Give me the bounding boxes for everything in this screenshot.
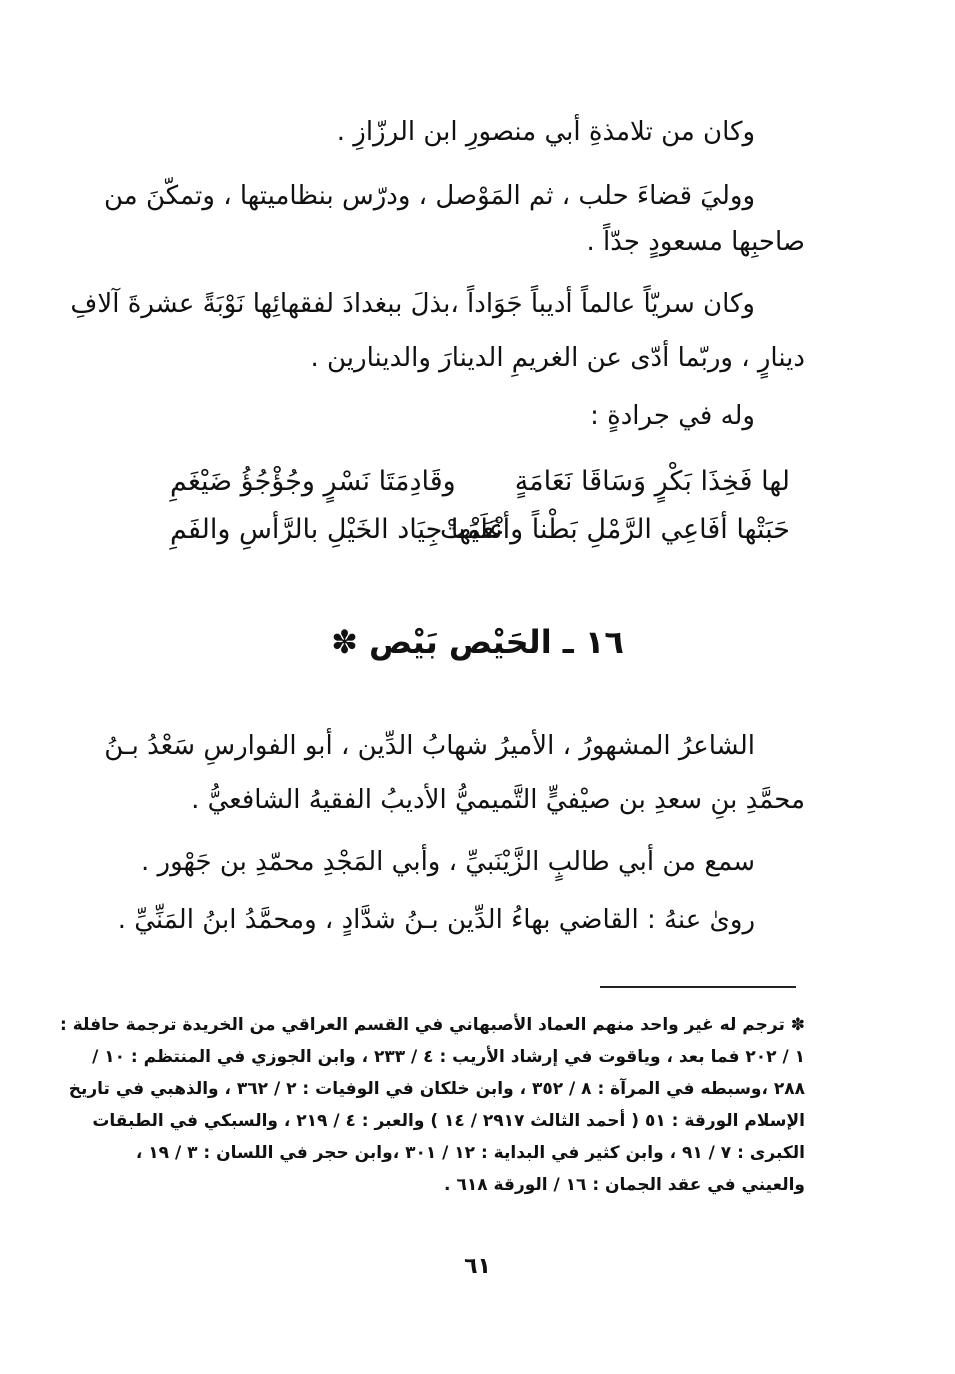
intro-line: وله في جرادةٍ :	[590, 401, 755, 431]
footnote-line: والعيني في عقد الجمان : ١٦ / الورقة ٦١٨ .	[444, 1175, 805, 1195]
intro-line: ووليَ قضاءَ حلب ، ثم المَوْصل ، ودرّس بنظاميتها ، وتمكّنَ من	[103, 181, 755, 211]
footnote-line: ٢٨٨ ،وسبطه في المرآة : ٨ / ٣٥٢ ، وابن خلكان في الوفيات : ٢ / ٣٦٢ ، والذهبي في تاريخ	[68, 1079, 805, 1099]
footnote-line: الكبرى : ٧ / ٩١ ، وابن كثير في البداية : ١٢ / ٣٠١ ،وابن حجر في اللسان : ٣ / ١٩ ،	[135, 1143, 805, 1163]
bio-line: محمَّدِ بنِ سعدِ بن صيْفيٍّ التَّميميُّ الأديبُ الفقيهُ الشافعيُّ .	[191, 785, 805, 815]
page-number: ٦١	[464, 1254, 491, 1279]
poem-verse	[170, 510, 790, 550]
footnote-line: الإسلام الورقة : ٥١ ( أحمد الثالث ٢٩١٧ / ١٤ ) والعبر : ٤ / ٢١٩ ، والسبكي في الطبقات	[92, 1111, 805, 1131]
verse-first-hemistich: حَبَتْها أفَاعِي الرَّمْلِ بَطْناً وأنْعَمَتْ	[439, 514, 790, 545]
verse-second-hemistich: وقَادِمَتَا نَسْرٍ وجُؤْجُؤُ ضَيْغَمِ	[170, 466, 456, 497]
verse-second-hemistich: عَلَيْها جِيَاد الخَيْلِ بالرَّأسِ والفَمِ	[170, 514, 505, 545]
footnote-line: ١ / ٢٠٢ فما بعد ، وياقوت في إرشاد الأريب : ٤ / ٢٣٣ ، وابن الجوزي في المنتظم : ١٠ /	[92, 1047, 805, 1067]
intro-line: وكان من تلامذةِ أبي منصورِ ابن الرزّازِ .	[336, 117, 755, 147]
bio-line: روىٰ عنهُ : القاضي بهاءُ الدِّين بـنُ شدَّادٍ ، ومحمَّدُ ابنُ المَنِّيِّ .	[117, 905, 755, 935]
verse-first-hemistich: لها فَخِذَا بَكْرٍ وَسَاقَا نَعَامَةٍ	[514, 466, 790, 497]
bio-line: سمع من أبي طالبٍ الزَّيْنَبيِّ ، وأبي المَجْدِ محمّدِ بن جَهْور .	[141, 847, 755, 877]
intro-line: وكان سريّاً عالماً أديباً جَوَاداً ،بذلَ ببغدادَ لفقهائِها نَوْبَةً عشرةَ آلافِ	[70, 289, 755, 319]
bio-line: الشاعرُ المشهورُ ، الأميرُ شهابُ الدِّين ، أبو الفوارسِ سَعْدُ بـنُ	[104, 731, 755, 761]
intro-line: دينارٍ ، وربّما أدّى عن الغريمِ الدينارَ والدينارين .	[310, 343, 805, 373]
footnote-separator	[600, 986, 796, 988]
section-heading: ١٦ ـ الحَيْص بَيْص ✽	[331, 623, 624, 661]
intro-line: صاحبِها مسعودٍ جدّاً .	[586, 227, 805, 257]
poem-verse	[170, 462, 790, 502]
footnote-line: ✽ ترجم له غير واحد منهم العماد الأصبهاني في القسم العراقي من الخريدة ترجمة حافلة :	[60, 1015, 805, 1035]
